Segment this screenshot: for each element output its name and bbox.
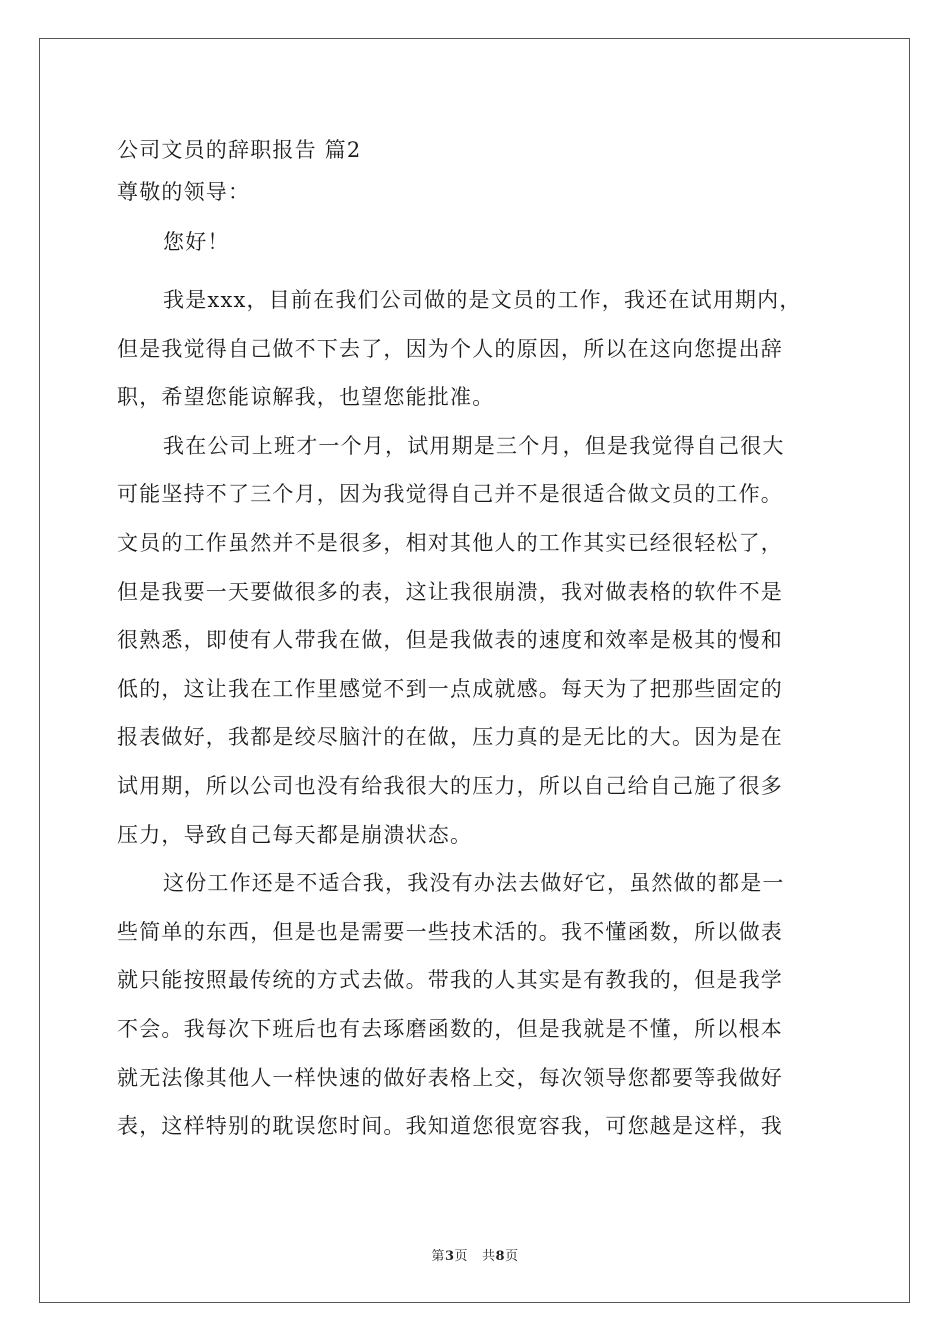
paragraph-line: 低的，这让我在工作里感觉不到一点成就感。每天为了把那些固定的 — [117, 676, 783, 701]
paragraph-line: 文员的工作虽然并不是很多，相对其他人的工作其实已经很轻松了， — [117, 530, 783, 555]
paragraph-line: 就只能按照最传统的方式去做。带我的人其实是有教我的，但是我学 — [117, 968, 783, 993]
paragraph-line: 试用期，所以公司也没有给我很大的压力，所以自己给自己施了很多 — [117, 773, 783, 798]
page-footer — [0, 1245, 950, 1264]
paragraph-line: 些简单的东西，但是也是需要一些技术活的。我不懂函数，所以做表 — [117, 919, 783, 944]
greeting: 您好！ — [163, 230, 230, 254]
paragraph-line: 我在公司上班才一个月，试用期是三个月，但是我觉得自己很大 — [163, 433, 785, 458]
paragraph-line: 很熟悉，即使有人带我在做，但是我做表的速度和效率是极其的慢和 — [117, 628, 783, 653]
paragraph-3 — [117, 859, 837, 1151]
page-prefix: 第 — [431, 1249, 445, 1264]
paragraph-line: 报表做好，我都是绞尽脑汁的在做，压力真的是无比的大。因为是在 — [117, 725, 783, 750]
paragraph-line: 但是我要一天要做很多的表，这让我很崩溃，我对做表格的软件不是 — [117, 579, 783, 604]
paragraph-line: 这份工作还是不适合我，我没有办法去做好它，虽然做的都是一 — [163, 871, 785, 896]
total-suffix: 页 — [505, 1249, 519, 1264]
page-suffix: 页 — [454, 1249, 468, 1264]
document-title: 公司文员的辞职报告 篇2 — [117, 138, 362, 162]
document-body — [117, 130, 837, 1151]
paragraph-line: 我是xxx，目前在我们公司做的是文员的工作，我还在试用期内， — [163, 288, 802, 312]
total-pages-number: 8 — [495, 1249, 506, 1264]
paragraph-1 — [117, 276, 837, 422]
paragraph-line: 就无法像其他人一样快速的做好表格上交，每次领导您都要等我做好 — [117, 1065, 783, 1090]
total-prefix: 共 — [482, 1249, 496, 1264]
paragraph-line: 可能坚持不了三个月，因为我觉得自己并不是很适合做文员的工作。 — [117, 482, 783, 507]
paragraph-line: 但是我觉得自己做不下去了，因为个人的原因，所以在这向您提出辞 — [117, 336, 783, 361]
paragraph-line: 职，希望您能谅解我，也望您能批准。 — [117, 385, 495, 410]
current-page-number: 3 — [444, 1249, 455, 1264]
paragraph-line: 表，这样特别的耽误您时间。我知道您很宽容我，可您越是这样，我 — [117, 1114, 783, 1139]
paragraph-2 — [117, 422, 837, 859]
paragraph-line: 压力，导致自己每天都是崩溃状态。 — [117, 822, 473, 847]
paragraph-line: 不会。我每次下班后也有去琢磨函数的，但是我就是不懂，所以根本 — [117, 1016, 783, 1041]
salutation: 尊敬的领导： — [117, 180, 251, 204]
